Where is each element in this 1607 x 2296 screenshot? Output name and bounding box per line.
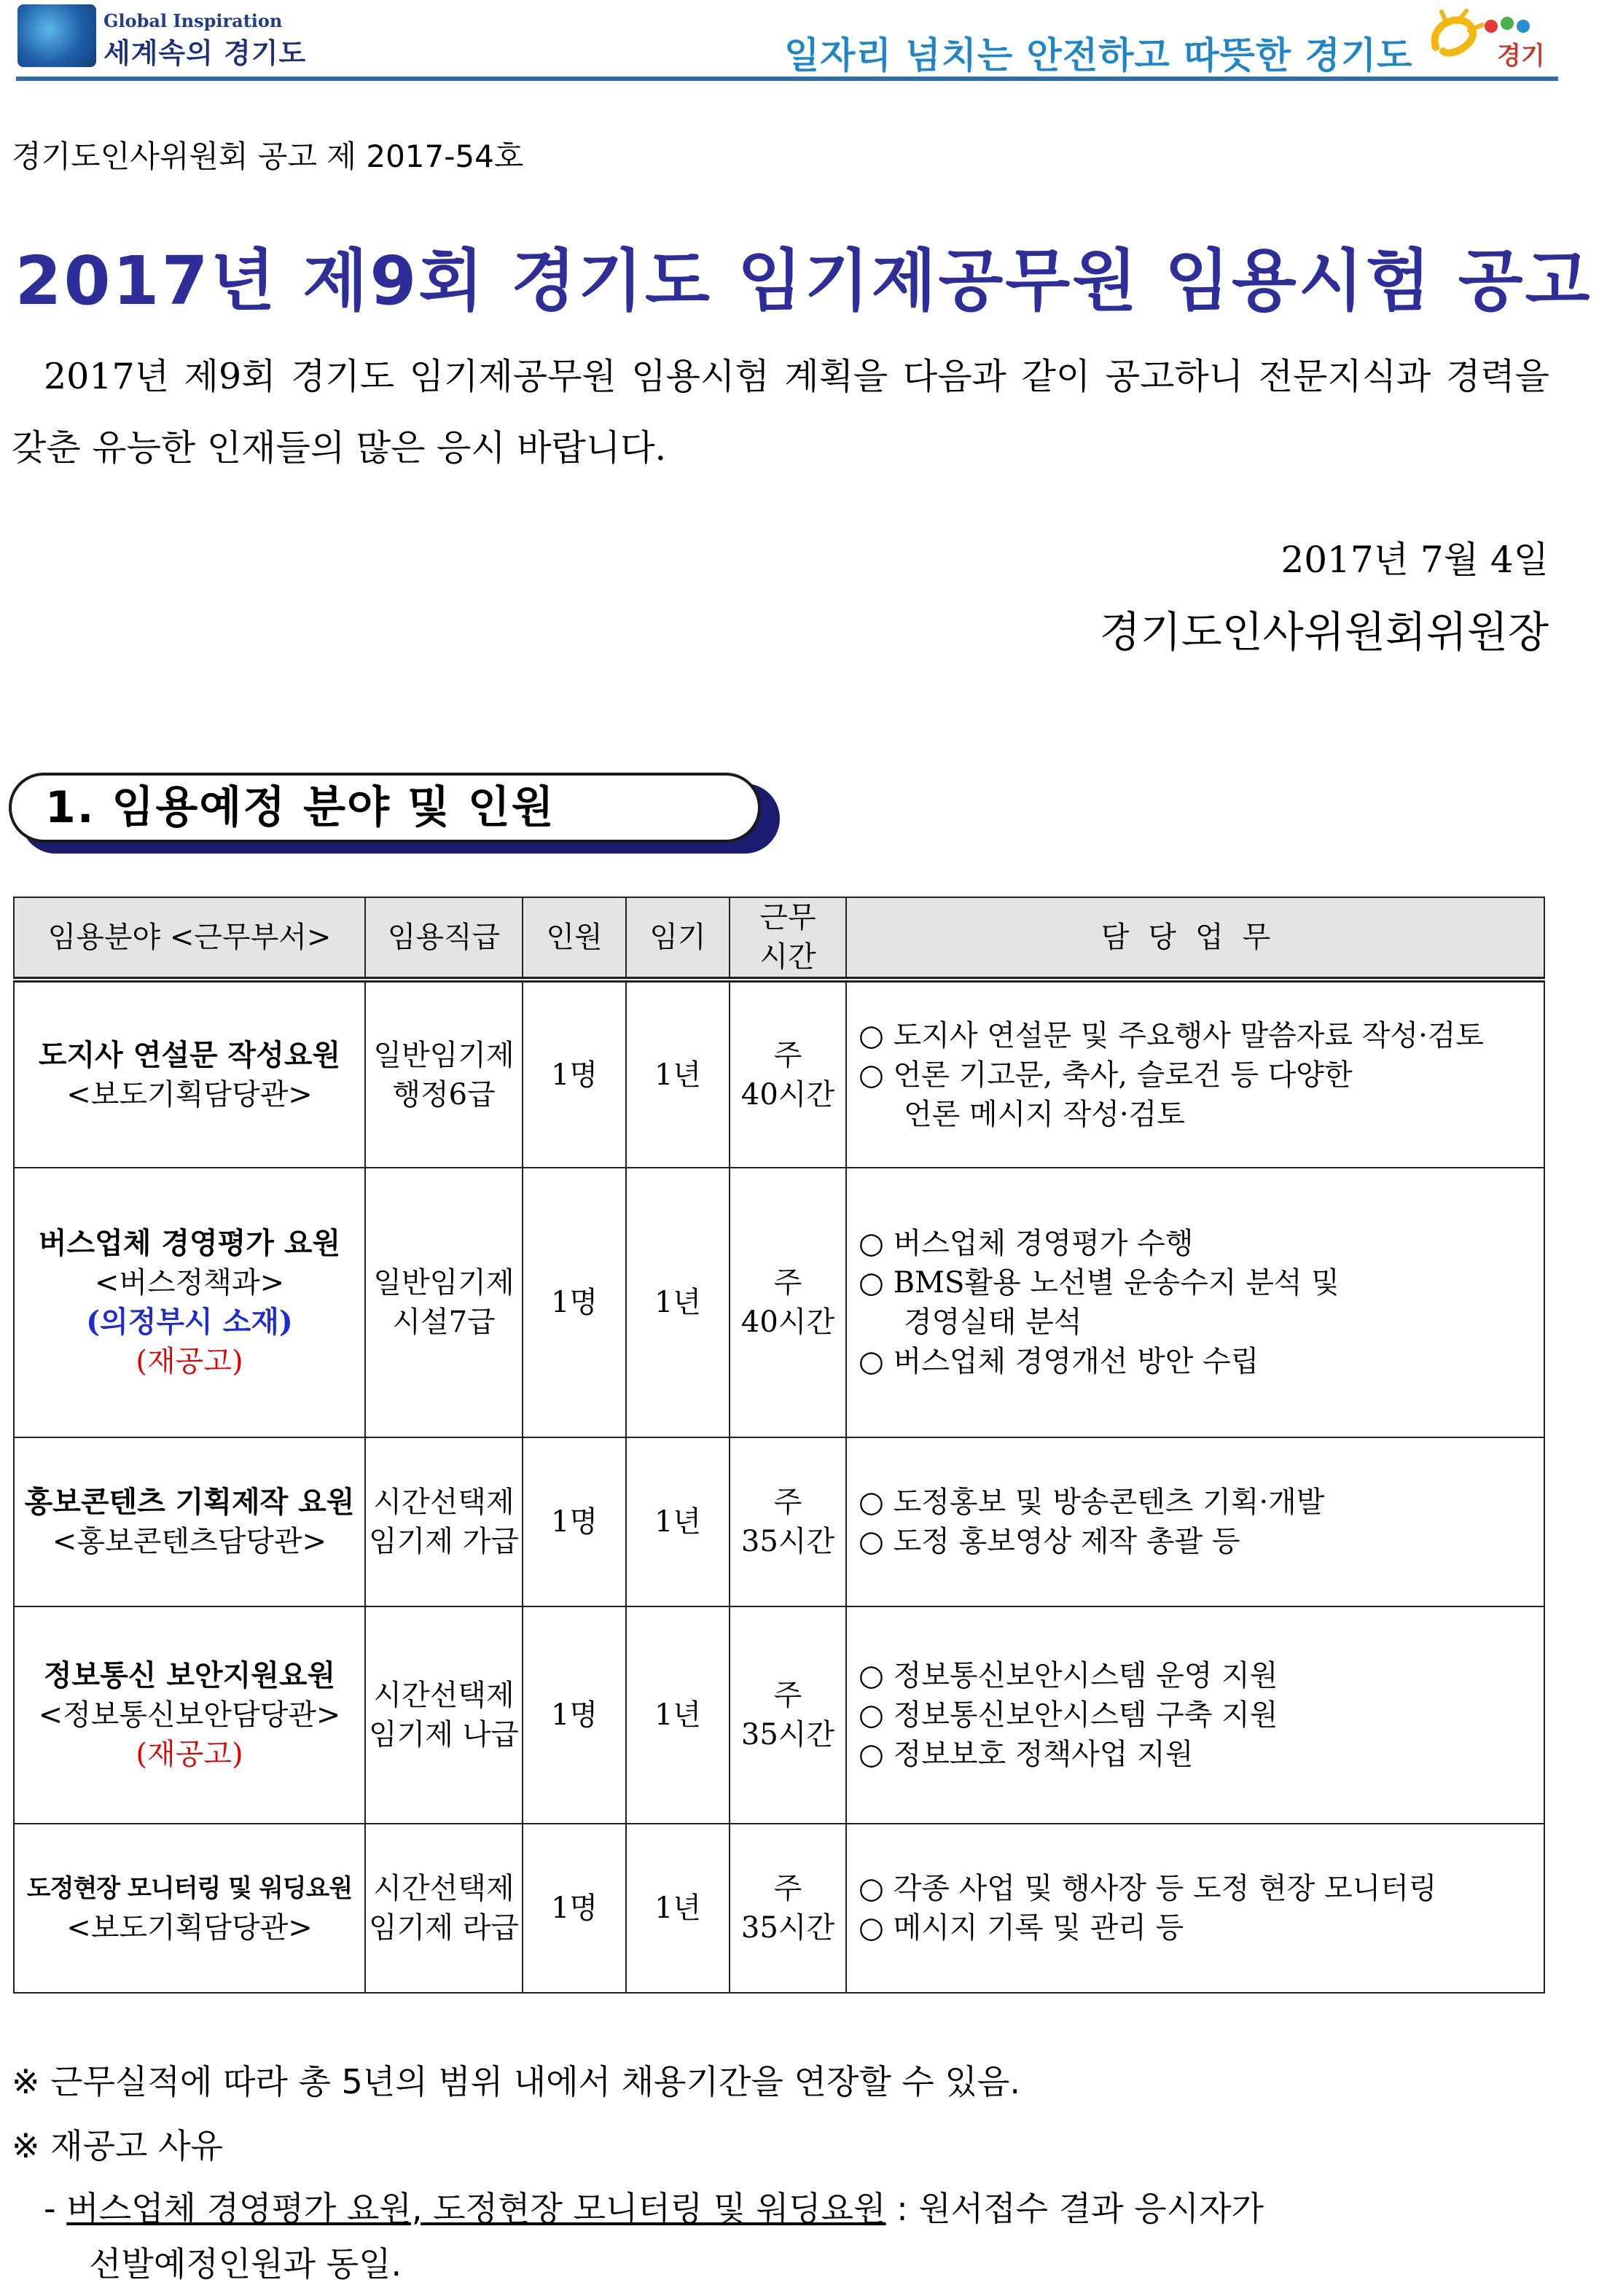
grade-cell: 시간선택제 임기제 나급	[365, 1606, 523, 1824]
field-cell: 정보통신 보안지원요원 <정보통신보안담당관> (재공고)	[14, 1606, 365, 1824]
header-hours: 근무 시간	[730, 897, 846, 980]
hours-cell: 주 35시간	[730, 1606, 846, 1824]
note-repost-positions: 버스업체 경영평가 요원, 도정현장 모니터링 및 워딩요원	[66, 2189, 886, 2228]
hours-cell: 주 40시간	[730, 1168, 846, 1437]
field-cell: 버스업체 경영평가 요원 <버스정책과> (의정부시 소재) (재공고)	[14, 1168, 365, 1437]
term-cell: 1년	[626, 1824, 730, 1993]
field-cell: 도정현장 모니터링 및 워딩요원 <보도기획담당관>	[14, 1824, 365, 1993]
hours-cell: 주 35시간	[730, 1824, 846, 1993]
header-field: 임용분야 <근무부서>	[14, 897, 365, 980]
count-cell: 1명	[523, 1606, 626, 1824]
hours-cell: 주 35시간	[730, 1437, 846, 1606]
header-grade: 임용직급	[365, 897, 523, 980]
table-row	[14, 1606, 1544, 1824]
duties-cell: ○ 버스업체 경영평가 수행 ○ BMS활용 노선별 운송수지 분석 및 경영실태 분석 ○ 버스업체 경영개선 방안 수립	[846, 1168, 1544, 1437]
term-cell: 1년	[626, 980, 730, 1168]
notice-date: 2017년 7월 4일	[1280, 539, 1549, 581]
signer: 경기도인사위원회위원장	[1099, 607, 1549, 657]
logo-title: 세계속의 경기도	[103, 37, 307, 69]
grade-cell: 일반임기제 시설7급	[365, 1168, 523, 1437]
term-cell: 1년	[626, 1168, 730, 1437]
slogan: 일자리 넘치는 안전하고 따뜻한 경기도	[784, 34, 1413, 77]
count-cell: 1명	[523, 1437, 626, 1606]
note-repost-reason-title: ※ 재공고 사유	[12, 2126, 223, 2166]
header-divider	[16, 77, 1558, 81]
gyeonggi-logo-icon	[17, 4, 96, 67]
brand-text: 경기	[1497, 42, 1545, 71]
count-cell: 1명	[523, 980, 626, 1168]
count-cell: 1명	[523, 1824, 626, 1993]
table-row	[14, 1168, 1544, 1437]
duties-cell: ○ 도정홍보 및 방송콘텐츠 기획·개발 ○ 도정 홍보영상 제작 총괄 등	[846, 1437, 1544, 1606]
grade-cell: 시간선택제 임기제 라급	[365, 1824, 523, 1993]
note-repost-reason: - 버스업체 경영평가 요원, 도정현장 모니터링 및 워딩요원 : 원서접수 결과 응시자가	[44, 2189, 1264, 2228]
duties-cell: ○ 도지사 연설문 및 주요행사 말씀자료 작성·검토 ○ 언론 기고문, 축사, 슬로건 등 다양한 언론 메시지 작성·검토	[846, 980, 1544, 1168]
page-title: 2017년 제9회 경기도 임기제공무원 임용시험 공고	[15, 242, 1592, 320]
note-repost-reason-cont: 선발예정인원과 동일.	[89, 2244, 402, 2284]
hours-cell: 주 40시간	[730, 980, 846, 1168]
header-term: 임기	[626, 897, 730, 980]
intro-paragraph	[12, 341, 1549, 484]
header-duties: 담당업무	[846, 897, 1544, 980]
grade-cell: 시간선택제 임기제 가급	[365, 1437, 523, 1606]
notice-number: 경기도인사위원회 공고 제 2017-54호	[12, 138, 524, 174]
note-extension: ※ 근무실적에 따라 총 5년의 범위 내에서 채용기간을 연장할 수 있음.	[12, 2062, 1020, 2101]
field-cell: 도지사 연설문 작성요원 <보도기획담당관>	[14, 980, 365, 1168]
term-cell: 1년	[626, 1437, 730, 1606]
positions-table	[13, 897, 1545, 1994]
duties-cell: ○ 정보통신보안시스템 운영 지원 ○ 정보통신보안시스템 구축 지원 ○ 정보보호 정책사업 지원	[846, 1606, 1544, 1824]
term-cell: 1년	[626, 1606, 730, 1824]
header-count: 인원	[523, 897, 626, 980]
table-row	[14, 1824, 1544, 1993]
table-row	[14, 980, 1544, 1168]
brand-mark-logo	[1421, 7, 1560, 73]
table-row	[14, 1437, 1544, 1606]
grade-cell: 일반임기제 행정6급	[365, 980, 523, 1168]
section-heading: 1. 임용예정 분야 및 인원	[45, 782, 555, 833]
intro-text: 2017년 제9회 경기도 임기제공무원 임용시험 계획을 다음과 같이 공고하니 전문지식과 경력을 갖춘 유능한 인재들의 많은 응시 바랍니다.	[12, 356, 1549, 469]
field-cell: 홍보콘텐츠 기획제작 요원 <홍보콘텐츠담당관>	[14, 1437, 365, 1606]
duties-cell: ○ 각종 사업 및 행사장 등 도정 현장 모니터링 ○ 메시지 기록 및 관리 등	[846, 1824, 1544, 1993]
table-header-row	[14, 897, 1544, 980]
logo-subtitle: Global Inspiration	[103, 10, 283, 31]
count-cell: 1명	[523, 1168, 626, 1437]
